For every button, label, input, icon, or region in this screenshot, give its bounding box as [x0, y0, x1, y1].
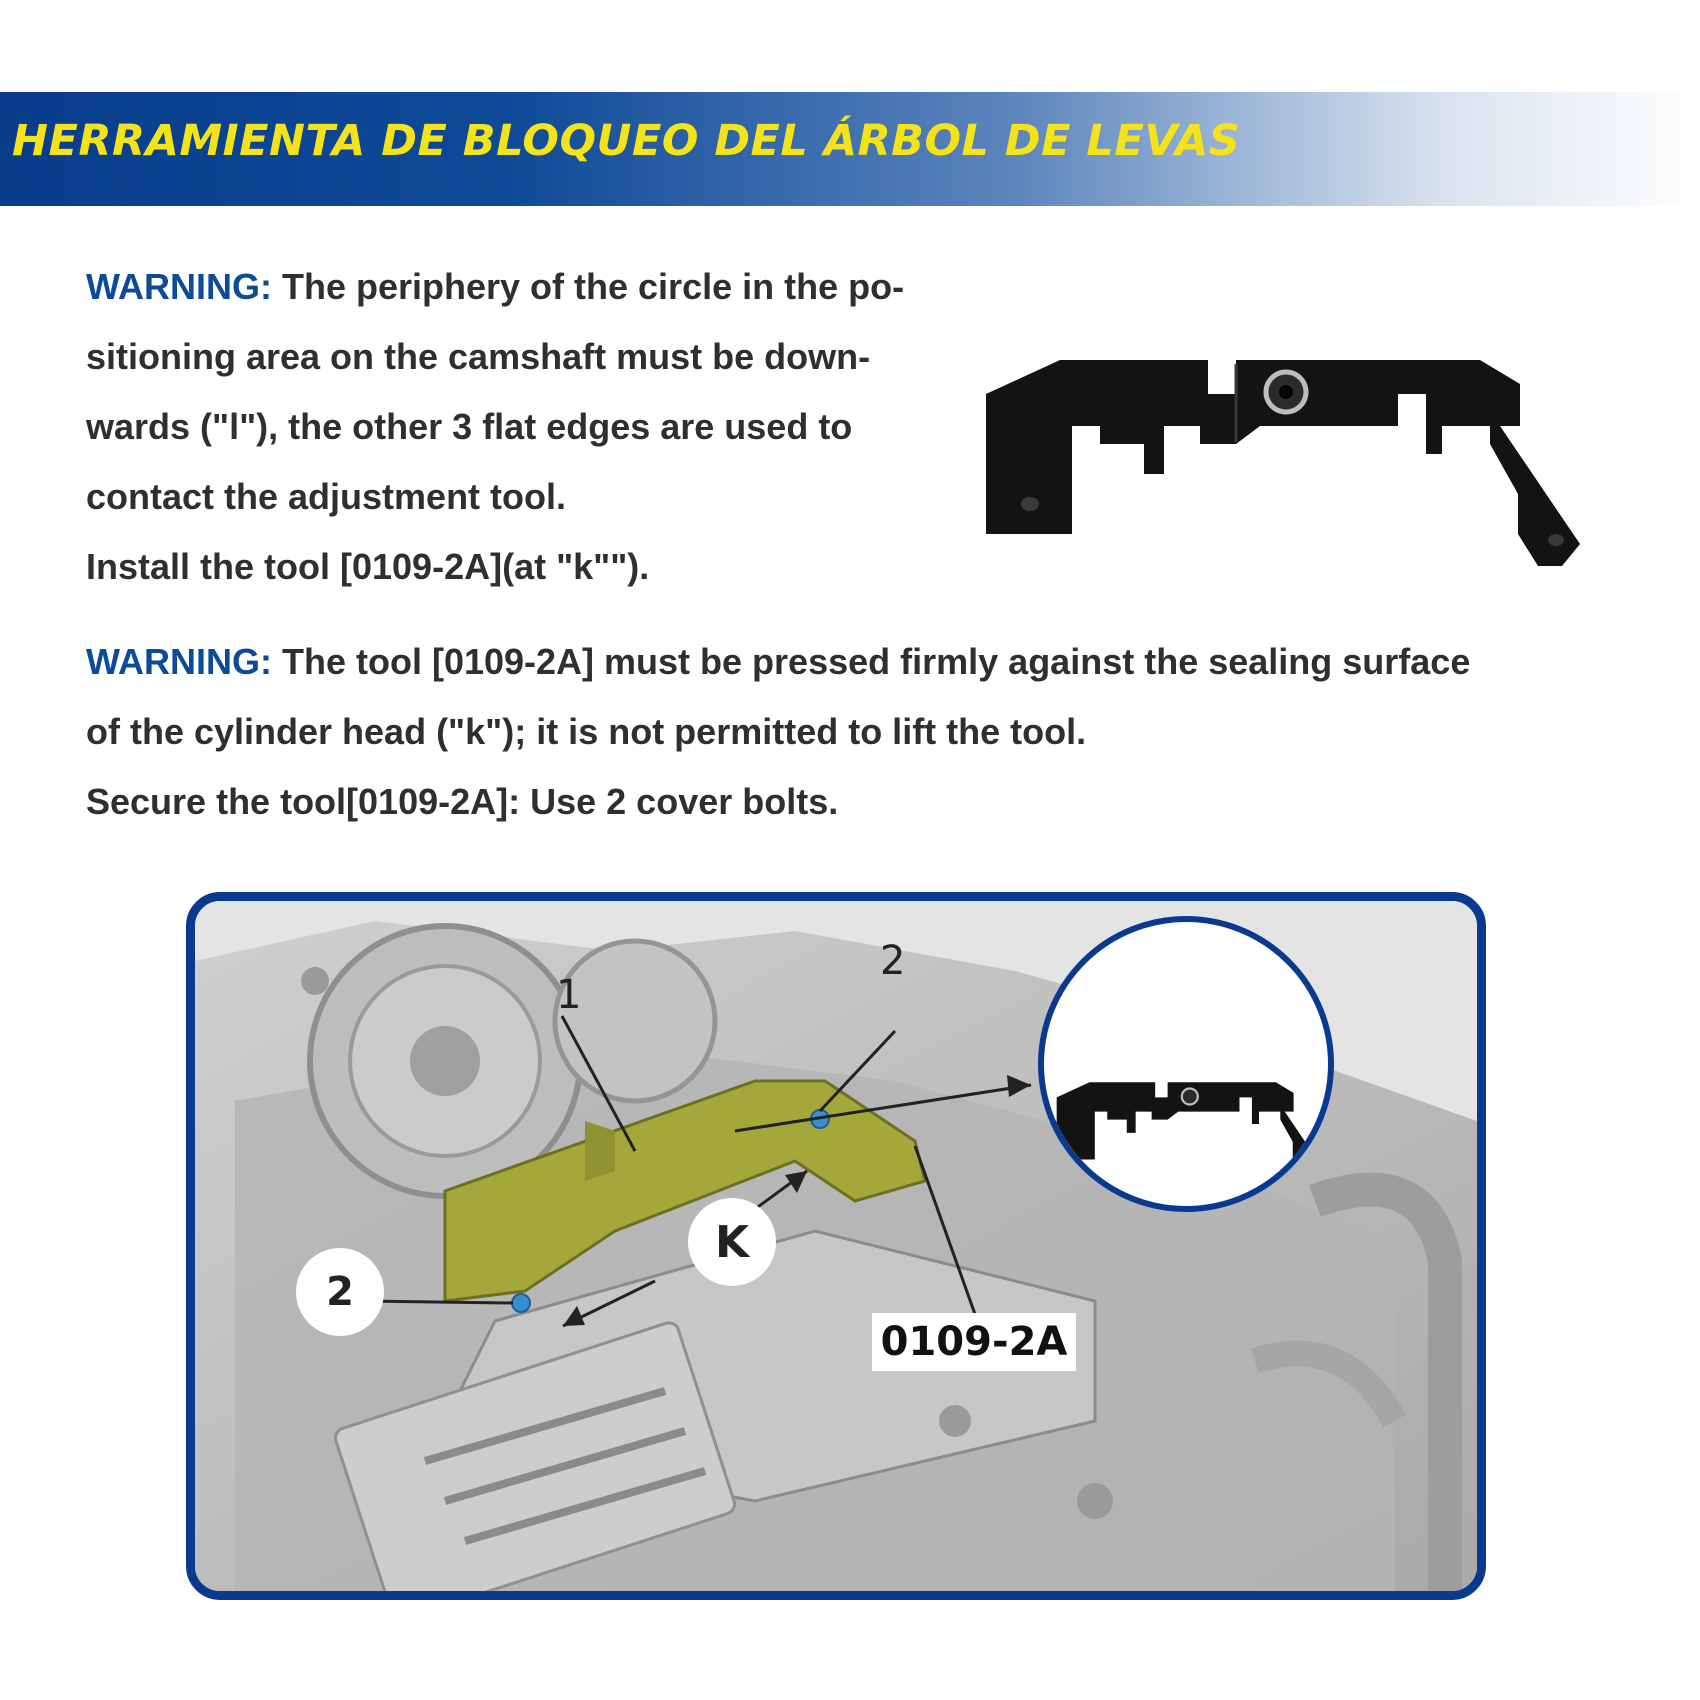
text-line: of the cylinder head ("k"); it is not permitted to lift the tool.	[86, 711, 1087, 752]
text-line	[86, 252, 1006, 322]
text-span: The periphery of the circle in the po-	[271, 266, 905, 307]
camshaft-tool-photo	[980, 334, 1620, 574]
text-line: Install the tool [0109-2A](at "k"").	[86, 546, 650, 587]
callout-1: 1	[556, 972, 582, 1018]
tool-callout-circle	[1038, 916, 1334, 1212]
text-span: The tool [0109-2A] must be pressed firmly against the sealing surface	[271, 641, 1471, 682]
header-banner	[0, 92, 1700, 206]
tool-thumbnail	[1054, 982, 1334, 1212]
warning-label: WARNING:	[86, 641, 272, 682]
page-title: HERRAMIENTA DE BLOQUEO DEL ÁRBOL DE LEVAS	[12, 116, 1241, 166]
bolt-socket	[1279, 385, 1293, 399]
text-line: wards ("l"), the other 3 flat edges are used to	[86, 406, 853, 447]
text-line: Secure the tool[0109-2A]: Use 2 cover bolts.	[86, 781, 839, 822]
warning-paragraph-2	[86, 627, 1646, 837]
text-line: contact the adjustment tool.	[86, 476, 567, 517]
callout-k: K	[688, 1198, 776, 1286]
text-line: sitioning area on the camshaft must be down-	[86, 336, 871, 377]
warning-label: WARNING:	[86, 266, 272, 307]
cover-bolt-icon	[512, 1294, 530, 1312]
warning-paragraph-1	[86, 252, 1006, 602]
callout-2-left: 2	[296, 1248, 384, 1336]
mount-hole	[1021, 497, 1039, 511]
callout-2-top: 2	[880, 938, 906, 984]
mount-hole	[1548, 534, 1564, 546]
tool-part-label: 0109-2A	[872, 1313, 1076, 1371]
text-line	[86, 627, 1646, 697]
